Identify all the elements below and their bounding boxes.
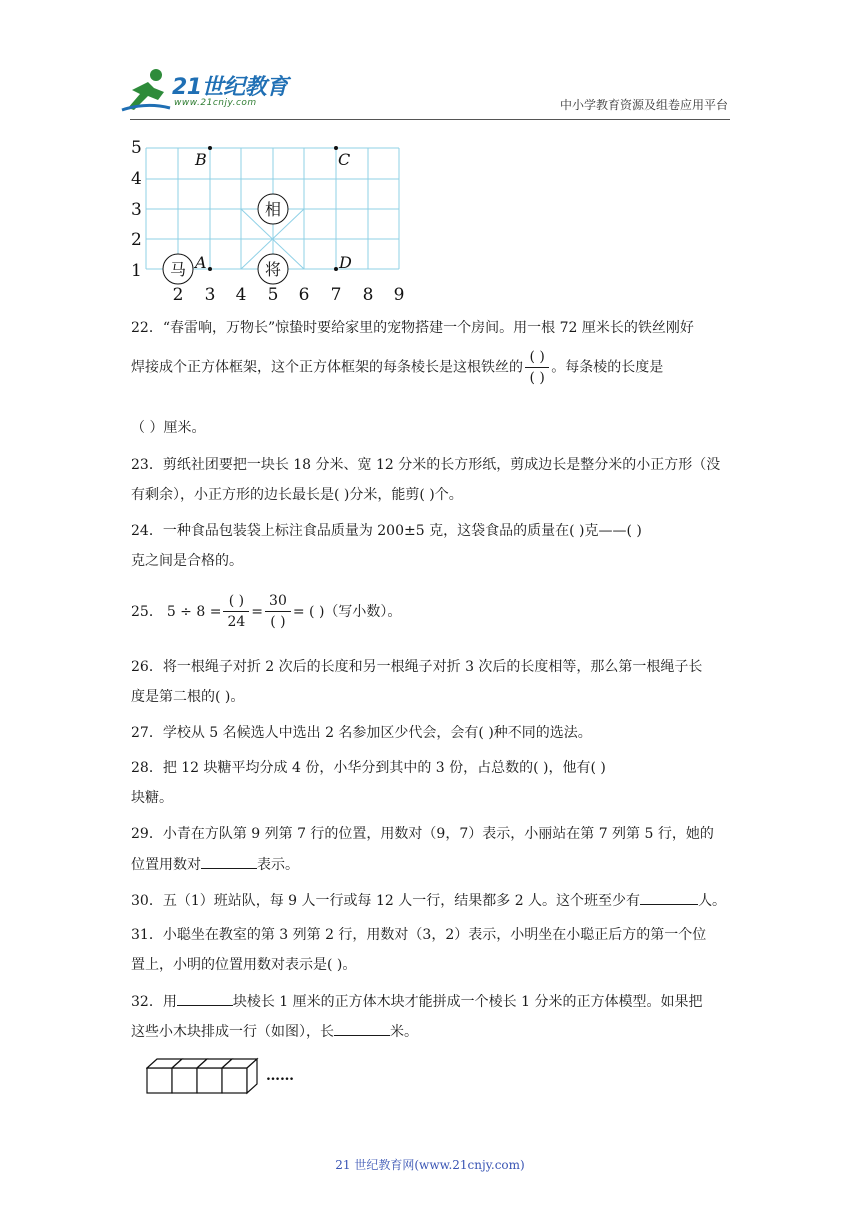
q32-line2 xyxy=(131,1021,418,1042)
q25-f1-top: ( ) xyxy=(228,593,245,609)
point-label-c: C xyxy=(338,150,351,169)
q24-line2: 克之间是合格的。 xyxy=(131,553,243,569)
q25-expr-a: 5 ÷ 8 = xyxy=(166,603,222,620)
point-label-d: D xyxy=(339,253,352,272)
x-label: 2 xyxy=(172,285,184,305)
x-label: 5 xyxy=(267,285,279,305)
y-label: 1 xyxy=(131,261,142,281)
answer-blank xyxy=(334,1021,390,1036)
piece-ma: 马 xyxy=(169,260,187,279)
x-label: 4 xyxy=(235,285,247,305)
grid-svg xyxy=(128,136,428,308)
q23-line1: 23．剪纸社团要把一块长 18 分米、宽 12 分米的长方形纸，剪成边长是整分米的小正方形（没 xyxy=(131,457,721,473)
q25-f2-top: 30 xyxy=(269,593,287,609)
coordinate-grid-figure xyxy=(128,136,428,308)
q25-eq: = xyxy=(251,603,264,620)
x-label: 9 xyxy=(393,285,405,305)
cube-row-figure xyxy=(146,1056,316,1096)
q22-line2-text-a: 焊接成个正方体框架，这个正方体框架的每条棱长是这根铁丝的 xyxy=(131,359,523,376)
q26-line2: 度是第二根的( )。 xyxy=(131,689,245,705)
cube-dots: …… xyxy=(266,1068,294,1084)
x-label: 6 xyxy=(298,285,310,305)
q22-frac-top: ( ) xyxy=(529,349,545,365)
q32-line2-b: 米。 xyxy=(390,1024,418,1040)
q23-line2: 有剩余），小正方形的边长最长是( )分米，能剪( )个。 xyxy=(131,487,463,503)
fraction-bar xyxy=(223,611,249,612)
q30-line1-a: 30．五（1）班站队，每 9 人一行或每 12 人一行，结果都多 2 人。这个班至少有 xyxy=(131,893,641,909)
point-label-b: B xyxy=(195,150,207,169)
q25-f1-bottom: 24 xyxy=(227,614,246,630)
piece-xiang: 相 xyxy=(264,200,282,219)
q30-line1-b: 人。 xyxy=(698,893,727,909)
q22-fraction xyxy=(527,348,546,387)
q32-line2-a: 这些小木块排成一行（如图），长 xyxy=(131,1024,334,1040)
q28-line2: 块糖。 xyxy=(131,790,173,806)
x-label: 7 xyxy=(330,285,342,305)
q27-line1: 27．学校从 5 名候选人中选出 2 名参加区少代会，会有( )种不同的选法。 xyxy=(131,725,592,741)
q25-f2-bottom: ( ) xyxy=(270,614,286,630)
logo-url: www.21cnjy.com xyxy=(174,98,257,108)
q29-line2-b: 表示。 xyxy=(257,857,299,873)
q22-line3: （ ）厘米。 xyxy=(131,420,206,436)
page-footer: 21 世纪教育网(www.21cnjy.com) xyxy=(335,1158,525,1172)
answer-blank xyxy=(640,890,698,905)
piece-jiang: 将 xyxy=(264,260,282,279)
q25-prefix: 25． xyxy=(131,603,163,620)
q31-line1: 31．小聪坐在教室的第 3 列第 2 行，用数对（3，2）表示，小明坐在小聪正后方的第一个位 xyxy=(131,927,707,943)
q32-line1-b: 块棱长 1 厘米的正方体木块才能拼成一个棱长 1 分米的正方体模型。如果把 xyxy=(232,994,703,1010)
runner-logo-icon xyxy=(118,66,174,114)
y-label: 5 xyxy=(131,138,142,158)
answer-blank xyxy=(201,854,257,869)
fraction-bar xyxy=(265,611,291,612)
fraction-bar xyxy=(525,367,548,368)
q31-line2: 置上，小明的位置用数对表示是( )。 xyxy=(131,957,357,973)
q29-line1: 29．小青在方队第 9 列第 7 行的位置，用数对（9，7）表示，小丽站在第 7 列第 5 行，她的 xyxy=(131,826,714,842)
q32-line1-a: 32．用 xyxy=(131,994,177,1010)
answer-blank xyxy=(177,991,233,1006)
q22-line1: 22．“春雷响，万物长”惊蛰时要给家里的宠物搭建一个房间。用一根 72 厘米长的铁丝刚好 xyxy=(131,320,694,336)
q22-line2 xyxy=(131,348,663,387)
y-label: 2 xyxy=(131,230,142,250)
y-label: 3 xyxy=(131,200,142,220)
cube-row-svg xyxy=(146,1056,316,1096)
q24-line1: 24．一种食品包装袋上标注食品质量为 200±5 克，这袋食品的质量在( )克——( ) xyxy=(131,523,642,539)
q32-line1 xyxy=(131,991,702,1012)
q29-line2 xyxy=(131,854,299,875)
q28-line1: 28．把 12 块糖平均分成 4 份，小华分到其中的 3 份，占总数的( )，他有( ) xyxy=(131,760,606,776)
x-label: 8 xyxy=(362,285,374,305)
q25-line xyxy=(131,592,401,631)
q26-line1: 26．将一根绳子对折 2 次后的长度和另一根绳子对折 3 次后的长度相等，那么第一根绳子长 xyxy=(131,659,703,675)
y-label: 4 xyxy=(131,169,142,189)
x-label: 3 xyxy=(204,285,216,305)
q22-line2-text-b: 。每条棱的长度是 xyxy=(551,359,664,376)
q25-expr-b: = ( )（写小数）。 xyxy=(292,603,402,620)
platform-label: 中小学教育资源及组卷应用平台 xyxy=(559,98,728,112)
q29-line2-a: 位置用数对 xyxy=(131,857,201,873)
page-header xyxy=(0,0,860,130)
header-divider xyxy=(130,119,730,120)
point-label-a: A xyxy=(195,253,207,272)
logo-text: 21世纪教育 xyxy=(172,75,288,100)
q25-fraction-2 xyxy=(267,592,289,631)
q22-frac-bottom: ( ) xyxy=(529,370,545,386)
q30-line1 xyxy=(131,890,726,911)
q25-fraction-1 xyxy=(225,592,247,631)
logo xyxy=(118,66,298,118)
